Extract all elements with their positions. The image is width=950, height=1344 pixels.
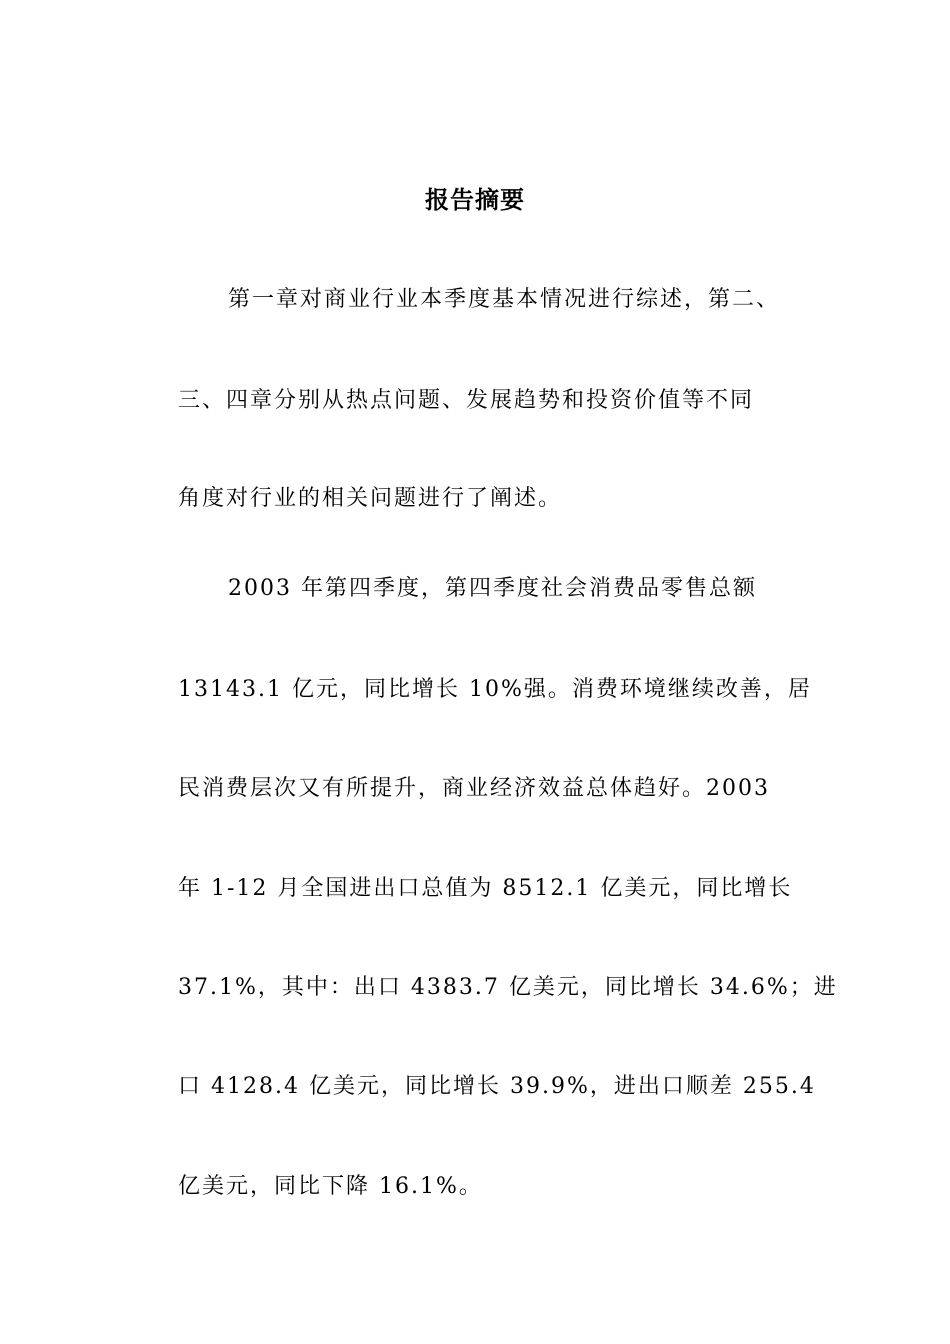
- paragraph-line: 口 4128.4 亿美元，同比增长 39.9%，进出口顺差 255.4: [178, 1074, 816, 1099]
- paragraph-line: 第一章对商业行业本季度基本情况进行综述，第二、: [228, 287, 781, 312]
- paragraph-line: 角度对行业的相关问题进行了阐述。: [178, 486, 563, 511]
- paragraph-line: 13143.1 亿元，同比增长 10%强。消费环境继续改善，居: [178, 677, 812, 702]
- paragraph-line: 民消费层次又有所提升，商业经济效益总体趋好。2003: [178, 776, 770, 801]
- paragraph-line: 亿美元，同比下降 16.1%。: [178, 1174, 483, 1199]
- paragraph-line: 三、四章分别从热点问题、发展趋势和投资价值等不同: [178, 388, 755, 413]
- page-title: 报告摘要: [425, 186, 525, 214]
- paragraph-line: 2003 年第四季度，第四季度社会消费品零售总额: [228, 576, 757, 601]
- paragraph-line: 年 1-12 月全国进出口总值为 8512.1 亿美元，同比增长: [178, 876, 793, 901]
- paragraph-line: 37.1%，其中：出口 4383.7 亿美元，同比增长 34.6%；进: [178, 975, 838, 1000]
